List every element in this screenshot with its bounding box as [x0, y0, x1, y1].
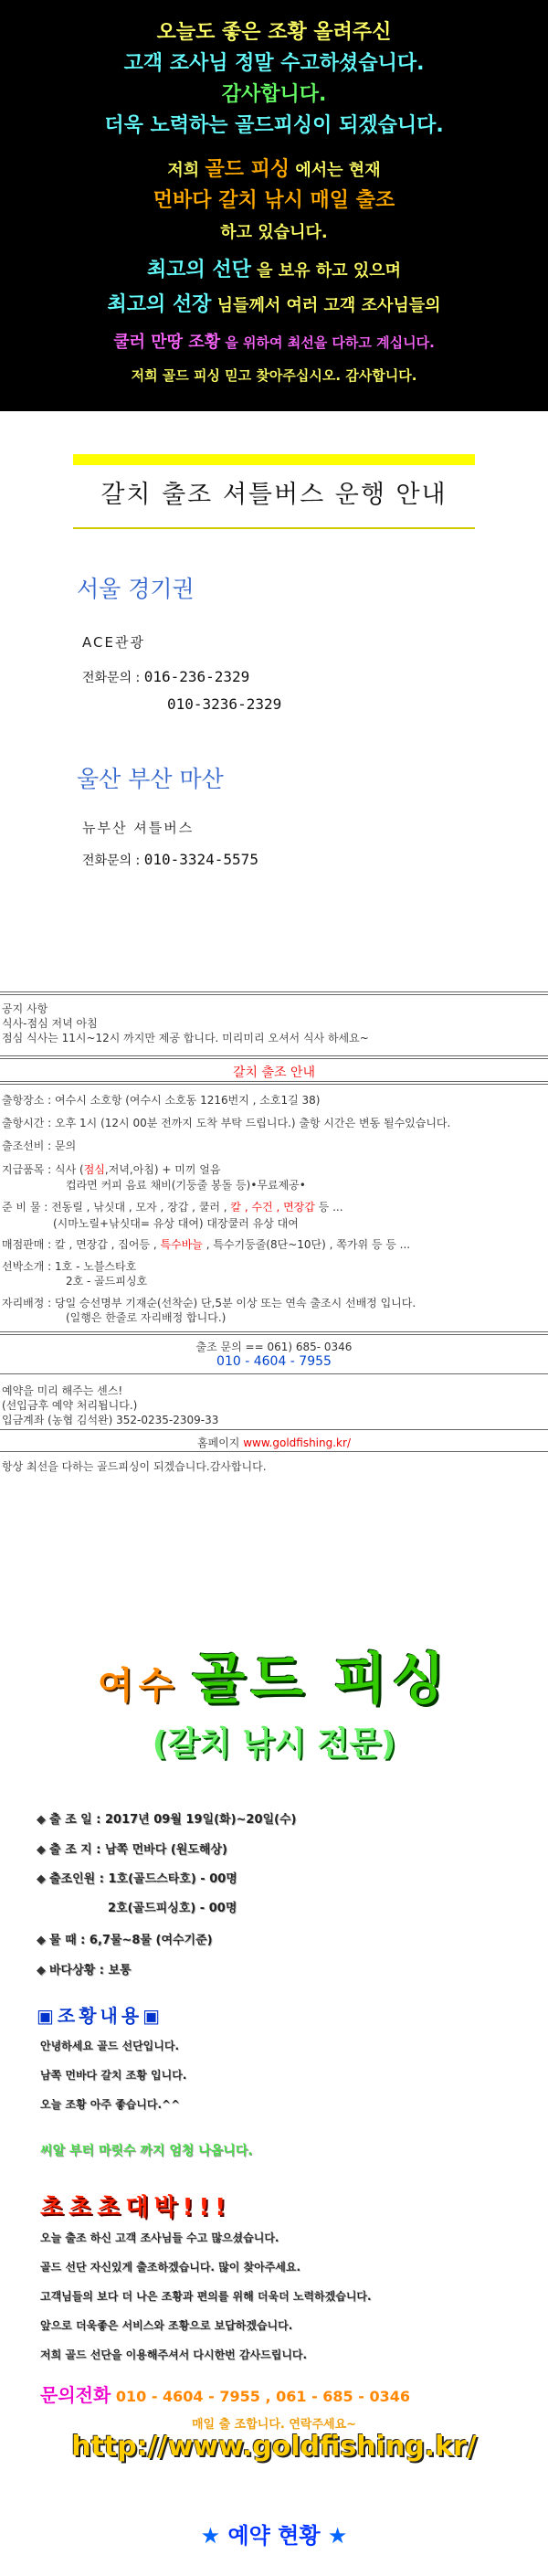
homepage-row: 홈페이지 www.goldfishing.kr/ — [197, 1436, 351, 1449]
logo-main: 여수 골드 피싱 — [97, 1648, 450, 1712]
account-row: 입금계좌 (농협 김석완) 352-0235-2309-33 — [2, 1414, 219, 1426]
divider — [0, 1451, 548, 1452]
star-icon: ★ — [200, 2523, 221, 2549]
report-line-3: 오늘 조황 아주 좋습니다.^^ — [40, 2098, 181, 2111]
divider — [0, 1331, 548, 1335]
report-line-1: 안녕하세요 골드 선단입니다. — [40, 2040, 180, 2052]
banner-line-3: 감사합니다. — [221, 83, 327, 106]
divider — [0, 1081, 548, 1085]
boat-row-2: 2호 - 골드피싱호 — [66, 1275, 148, 1288]
shuttle-bus-guide — [64, 454, 484, 984]
banner-line-10: 쿨러 만땅 조황 을 위하여 최선을 다하고 계십니다. — [113, 333, 435, 352]
yellow-bar — [73, 454, 475, 465]
banner-line-8: 최고의 선단 을 보유 하고 있으며 — [146, 259, 402, 281]
notice-meal-1: 식사-점심 저녁 아침 — [2, 1017, 98, 1030]
banner-line-4: 더욱 노력하는 골드피싱이 되겠습니다. — [104, 114, 444, 137]
schedule-sea: ◆ 바다상황 : 보통 — [37, 1964, 132, 1977]
reserve-row-2: (선입금후 예약 처리됩니다.) — [2, 1399, 138, 1412]
schedule-date: ◆ 출 조 일 : 2017년 09월 19일(화)~20일(수) — [37, 1813, 297, 1827]
reservation-status-link[interactable]: ★ 예약 현황 ★ — [200, 2523, 348, 2549]
phone-seoul-1: 전화문의 : 016-236-2329 — [82, 668, 250, 685]
supply-row-2: 컵라면 커피 음료 채비(기둥줄 봉돌 등)•무료제공• — [66, 1179, 306, 1192]
divider — [0, 1055, 548, 1059]
shuttle-title: 갈치 출조 셔틀버스 운행 안내 — [100, 481, 448, 509]
phone-seoul-2: 010-3236-2329 — [167, 695, 282, 713]
inquiry-row: 출조 문의 == 061) 685- 0346 — [195, 1341, 353, 1353]
prep-row: 준 비 물 : 전동릴 , 낚싯대 , 모자 , 장갑 , 쿨러 , 칼 , 수건 , 면장갑 등 ... — [2, 1201, 343, 1214]
banner-line-6: 먼바다 갈치 낚시 매일 출조 — [153, 189, 395, 212]
diamond-icon: ◆ — [37, 1934, 46, 1947]
divider — [0, 1429, 548, 1430]
schedule-place: ◆ 출 조 지 : 남쪽 먼바다 (원도해상) — [37, 1843, 227, 1857]
seat-row: 자리배정 : 당일 승선명부 기재순(선착순) 단,5분 이상 또는 연속 출조시 선배정 입니다. — [2, 1297, 416, 1309]
company-seoul: ACE관광 — [82, 634, 145, 651]
boat-row: 선박소개 : 1호 - 노블스타호 — [2, 1260, 137, 1273]
homepage-link[interactable]: www.goldfishing.kr/ — [243, 1436, 351, 1449]
gold-fishing-logo — [0, 1636, 548, 1764]
report-para-4: 앞으로 더욱좋은 서비스와 조황으로 보답하겠습니다. — [40, 2319, 293, 2332]
inquiry-mobile: 010 - 4604 - 7955 — [216, 1354, 332, 1369]
divider — [0, 1373, 548, 1374]
banner-line-7: 하고 있습니다. — [220, 223, 328, 242]
report-jackpot: 초초초대박!!! — [40, 2194, 232, 2221]
logo-subtitle: (갈치 낚시 전문) — [152, 1725, 396, 1763]
banner-line-2: 고객 조사님 정말 수고하셨습니다. — [123, 52, 425, 75]
greeting-banner — [0, 0, 548, 411]
title-underline — [73, 527, 475, 529]
diamond-icon: ◆ — [37, 1872, 46, 1886]
prep-row-2: (시마노릴+낚싯대= 유상 대여) 대장쿨러 유상 대여 — [53, 1217, 299, 1230]
notice-heading: 공지 사항 — [2, 1002, 48, 1015]
port-row: 출항장소 : 여수시 소호항 (여수시 소호동 1216번지 , 소호1길 38) — [2, 1094, 321, 1107]
schedule-people-1: ◆ 출조인원 : 1호(골드스타호) - 00명 — [37, 1872, 237, 1886]
star-icon: ★ — [327, 2523, 348, 2549]
banner-line-11: 저희 골드 피싱 믿고 찾아주십시오. 감사합니다. — [131, 367, 417, 384]
reserve-row-1: 예약을 미리 해주는 센스! — [2, 1384, 123, 1397]
logo-prefix: 여수 — [97, 1665, 180, 1707]
diamond-icon: ◆ — [37, 1964, 46, 1977]
report-para-2: 골드 선단 자신있게 출조하겠습니다. 많이 찾아주세요. — [40, 2261, 301, 2274]
company-ulsan: 뉴부산 셔틀버스 — [82, 820, 195, 836]
closing-row: 항상 최선을 다하는 골드피싱이 되겠습니다.감사합니다. — [2, 1460, 267, 1473]
diamond-icon: ◆ — [37, 1843, 46, 1857]
banner-line-9: 최고의 선장 님들께서 여러 고객 조사님들의 — [107, 293, 441, 316]
website-link[interactable]: http://www.goldfishing.kr/ — [71, 2431, 477, 2463]
report-title: ▣조황내용▣ — [37, 2005, 164, 2027]
contact-phone: 문의전화 010 - 4604 - 7955 , 061 - 685 - 0346 — [40, 2384, 410, 2406]
shop-row: 매점판매 : 칼 , 면장갑 , 집어등 , 특수바늘 , 특수기둥줄(8단~10단) , 쪽가위 등 등 ... — [2, 1238, 411, 1251]
divider — [0, 991, 548, 995]
report-para-1: 오늘 출조 하신 고객 조사님들 수고 많으셨습니다. — [40, 2231, 279, 2244]
report-highlight: 씨알 부터 마릿수 까지 엄청 나옵니다. — [40, 2144, 253, 2158]
schedule-tide: ◆ 물 때 : 6,7물~8물 (여수기준) — [37, 1934, 213, 1947]
report-line-2: 남쪽 먼바다 갈치 조황 입니다. — [40, 2069, 187, 2082]
contact-call-text: 매일 출 조합니다. 연락주세요~ — [191, 2418, 357, 2432]
notice-meal-2: 점심 식사는 11시~12시 까지만 제공 합니다. 미리미리 오셔서 식사 하세요~ — [2, 1032, 369, 1044]
phone-ulsan-1: 전화문의 : 010-3324-5575 — [82, 851, 258, 868]
supply-row: 지급품목 : 식사 (점심,저녁,아침) + 미끼 얼음 — [2, 1163, 221, 1176]
report-para-5: 저희 골드 선단을 이용해주셔서 다시한번 감사드립니다. — [40, 2348, 308, 2361]
report-para-3: 고객님들의 보다 더 나은 조황과 편의를 위해 더욱더 노력하겠습니다. — [40, 2290, 372, 2303]
time-row: 출항시간 : 오후 1시 (12시 00분 전까지 도착 부탁 드립니다.) 출항 시간은 변동 될수있습니다. — [2, 1117, 451, 1129]
diamond-icon: ◆ — [37, 1813, 46, 1827]
region-seoul: 서울 경기권 — [77, 576, 195, 602]
banner-line-1: 오늘도 좋은 조황 올려주신 — [156, 21, 392, 44]
guide-title: 갈치 출조 안내 — [232, 1065, 316, 1080]
fare-row: 출조선비 : 문의 — [2, 1140, 77, 1152]
region-ulsan: 울산 부산 마산 — [77, 766, 224, 792]
banner-line-5: 저희 골드 피싱 에서는 현재 — [167, 158, 381, 181]
schedule-people-2: 2호(골드피싱호) - 00명 — [108, 1902, 237, 1915]
seat-row-2: (일행은 한줄로 자리배정 합니다.) — [66, 1311, 227, 1324]
